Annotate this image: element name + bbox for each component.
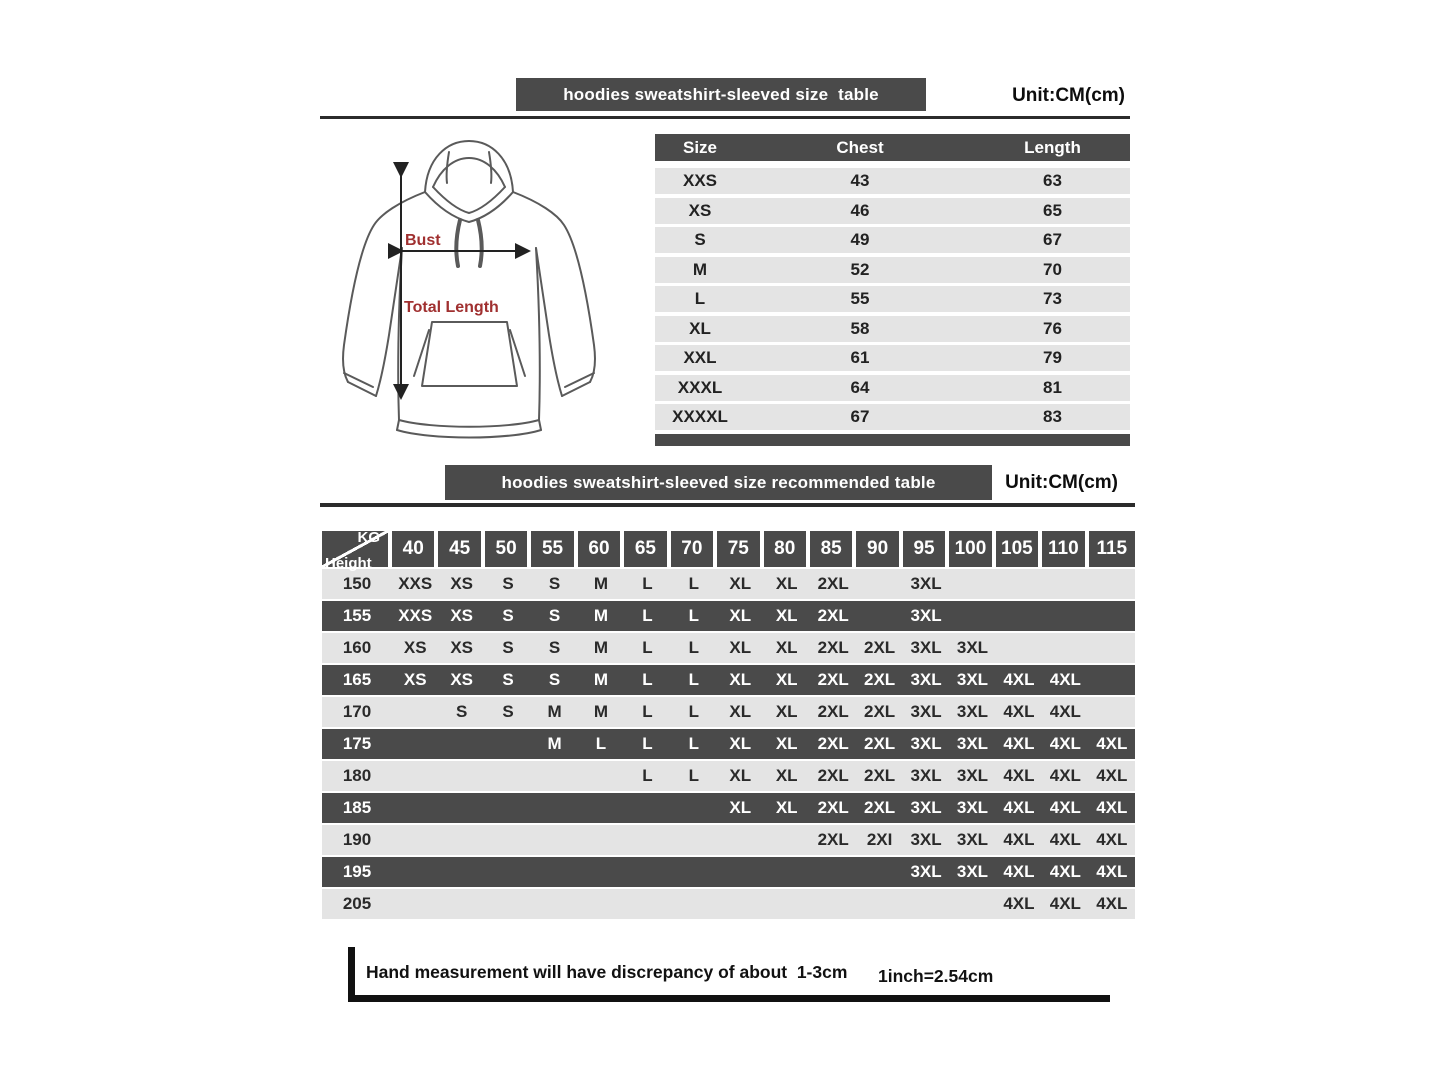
size-cell: 4XL [1003,766,1035,785]
size-cell: XXS [398,574,433,593]
size-cell: 2XI [866,830,893,849]
height-cell: 195 [342,862,372,881]
size-cell: XL [729,606,752,625]
size-cell: XL [775,766,798,785]
size-table-cell: 52 [850,259,870,279]
recommended-table-row [322,569,1135,601]
weight-header-cell: 70 [671,531,717,567]
size-cell [671,793,717,823]
size-cell: 2XL [864,670,896,689]
size-cell [438,729,484,759]
size-cell: S [548,670,561,689]
weight-header-cell: 105 [996,531,1042,567]
size-cell [1089,601,1135,631]
recommended-table-row [322,857,1135,889]
size-cell: S [548,606,561,625]
recommended-table-row [322,601,1135,633]
size-table-cell: S [694,230,706,249]
size-cell [578,857,624,887]
size-cell: 4XL [1049,734,1081,753]
size-cell [392,857,438,887]
size-cell [624,825,670,855]
size-cell [671,857,717,887]
size-cell: L [642,734,653,753]
size-cell [485,729,531,759]
size-table-row [655,168,1130,194]
size-cell: 4XL [1096,894,1128,913]
size-cell: XL [729,670,752,689]
size-cell [949,601,995,631]
size-cell [1042,633,1088,663]
size-table-cell: 58 [850,318,870,338]
size-cell [856,601,902,631]
size-table-cell: 61 [850,348,870,367]
size-table-cell: XXS [682,171,718,190]
size-table-cell: 76 [1043,318,1062,338]
size-cell: 2XL [817,574,849,593]
size-cell: 2XL [864,702,896,721]
size-table-cell: 67 [850,407,870,426]
size-cell: M [593,702,609,721]
size-cell [671,889,717,919]
size-cell: 2XL [817,606,849,625]
size-table-cell: 49 [850,230,870,249]
size-cell: 4XL [1003,702,1035,721]
size-cell [392,889,438,919]
recommended-table-row [322,889,1135,921]
size-cell: 3XL [956,734,989,753]
bust-label: Bust [405,232,441,249]
height-label: Height [325,555,372,572]
size-table-end-bar [655,434,1130,446]
size-table-row [655,227,1130,253]
size-cell: S [502,638,514,657]
size-cell: 2XL [864,798,896,817]
size-cell: 2XL [817,702,849,721]
size-cell [485,889,531,919]
size-cell: S [502,702,514,721]
size-table-row [655,345,1130,371]
size-cell [578,825,624,855]
size-cell: 3XL [956,798,989,817]
size-cell: S [502,670,514,689]
recommended-table-row [322,761,1135,793]
weight-header-cell: 90 [856,531,902,567]
size-cell: S [502,574,514,593]
size-table-cell: 73 [1043,289,1062,308]
size-cell: L [642,670,653,689]
size-cell: 4XL [1049,670,1081,689]
size-cell: M [547,702,562,721]
size-cell [531,857,577,887]
size-table-header-cell: Chest [836,138,884,157]
size-cell: 3XL [956,830,989,849]
size-cell [392,697,438,727]
size-table-row [655,316,1130,342]
size-cell [438,761,484,791]
weight-header-cell: 115 [1089,531,1135,567]
size-cell: 3XL [910,670,942,689]
size-cell: M [593,574,609,593]
size-cell: 4XL [1049,830,1081,849]
size-cell [485,761,531,791]
recommended-table [322,531,1135,921]
size-cell [903,889,949,919]
size-cell [764,825,810,855]
size-cell [717,825,763,855]
size-table-cell: 46 [850,200,870,220]
size-cell: L [688,638,700,657]
hoodie-outline [343,141,595,438]
size-cell: XS [450,670,473,689]
recommended-table-row [322,697,1135,729]
size-cell [624,889,670,919]
divider-top [320,116,1130,119]
size-cell [1089,697,1135,727]
size-table-row [655,375,1130,401]
size-cell: XL [775,638,798,657]
size-cell: 3XL [956,638,989,657]
size-table-cell: XXXXL [672,407,728,426]
size-cell [438,857,484,887]
weight-header-cell: 55 [531,531,577,567]
size-cell [856,569,902,599]
size-cell: 3XL [910,638,942,657]
recommended-table-body [322,569,1135,921]
size-cell: 4XL [1049,798,1081,817]
height-cell: 165 [342,670,372,689]
size-cell: XL [729,734,752,753]
size-cell: 4XL [1096,798,1128,817]
weight-header-cell: 110 [1042,531,1088,567]
size-table-header [655,134,1130,161]
size-table-title-bar: hoodies sweatshirt-sleeved size table [516,78,926,111]
unit-label-top: Unit:CM(cm) [1012,85,1125,106]
size-cell: 4XL [1003,798,1035,817]
height-cell: 170 [342,702,372,721]
size-cell: L [688,766,700,785]
weight-header-cell: 75 [717,531,763,567]
size-cell: 2XL [864,734,896,753]
size-cell [485,825,531,855]
size-cell: 4XL [1049,862,1081,881]
size-cell [438,793,484,823]
size-table-cell: XL [689,318,711,338]
size-cell: 4XL [1049,766,1081,785]
size-cell: 4XL [1096,734,1128,753]
size-cell [996,601,1042,631]
weight-header-cell: 100 [949,531,995,567]
height-cell: 190 [342,830,372,849]
size-cell: 4XL [1003,830,1035,849]
height-cell: 205 [342,894,372,913]
recommended-table-row [322,825,1135,857]
hoodie-diagram [328,130,613,455]
recommended-table-header [322,529,1135,572]
size-cell: 2XL [864,638,896,657]
recommended-table-row [322,729,1135,761]
weight-header-cell: 40 [392,531,438,567]
size-cell [392,729,438,759]
size-table-header-cell: Length [1024,138,1081,157]
size-cell [1042,601,1088,631]
height-cell: 150 [342,574,372,593]
size-cell [764,889,810,919]
size-cell: 3XL [910,574,942,593]
size-cell: XS [450,574,473,593]
unit-label-bottom: Unit:CM(cm) [1005,472,1118,493]
size-cell: 3XL [956,670,989,689]
size-table-cell: XXXL [677,377,723,397]
size-table-row [655,257,1130,283]
inch-conversion-note: 1inch=2.54cm [878,966,994,986]
size-cell: 2XL [817,734,849,753]
size-cell: 3XL [910,830,942,849]
size-cell: L [642,766,653,785]
size-cell [1089,633,1135,663]
size-cell: L [642,606,653,625]
size-cell [949,889,995,919]
recommended-table-title-bar: hoodies sweatshirt-sleeved size recommended table [445,465,992,500]
size-cell [764,857,810,887]
kg-label: KG [357,529,380,546]
size-cell: XL [775,734,798,753]
height-cell: 175 [342,734,372,753]
weight-header-cell: 50 [485,531,531,567]
size-cell: 4XL [1049,894,1081,913]
size-cell: XL [729,574,752,593]
size-cell: L [688,734,700,753]
size-cell: L [688,606,700,625]
size-cell: 3XL [910,766,942,785]
total-length-label: Total Length [404,299,499,316]
size-cell: M [593,606,609,625]
size-cell [578,889,624,919]
recommended-table-row [322,665,1135,697]
size-cell: 4XL [1003,862,1035,881]
size-cell: XXS [398,606,433,625]
size-cell: XL [775,702,798,721]
size-cell [485,793,531,823]
size-cell [856,857,902,887]
size-cell: S [548,638,561,657]
size-cell: S [548,574,561,593]
size-table-cell: L [694,289,706,308]
size-cell: 2XL [817,798,849,817]
size-cell: M [593,670,609,689]
size-cell: 3XL [956,862,989,881]
size-cell: M [547,734,562,753]
size-cell [717,889,763,919]
measurement-note: Hand measurement will have discrepancy of about 1-3cm [366,962,848,982]
size-table-cell: M [692,259,708,279]
size-cell [438,889,484,919]
weight-header-cell: 45 [438,531,484,567]
size-table-row [655,404,1130,430]
footer-bottom-bar [348,995,1110,1002]
size-table-cell: 67 [1043,230,1062,249]
weight-header-cell: 65 [624,531,670,567]
divider-bottom [320,503,1135,507]
size-cell: 4XL [1003,734,1035,753]
height-cell: 160 [342,638,372,657]
size-cell [996,569,1042,599]
size-table-cell: XXL [683,348,717,367]
size-cell [531,889,577,919]
weight-header-cell: 95 [903,531,949,567]
size-cell [1042,569,1088,599]
size-cell [671,825,717,855]
size-cell: XS [403,638,427,657]
size-cell: 4XL [1003,894,1035,913]
size-cell: L [642,574,653,593]
size-cell: XL [775,606,798,625]
size-table [655,134,1130,446]
size-table-cell: 43 [850,171,870,190]
size-cell: 4XL [1096,862,1128,881]
size-cell: XL [729,702,752,721]
size-table-cell: 79 [1043,348,1062,367]
size-cell: 3XL [956,766,989,785]
corner-cell [322,529,392,572]
recommended-table-row [322,793,1135,825]
size-cell [996,633,1042,663]
size-cell: L [688,670,700,689]
size-cell: XL [775,798,798,817]
size-cell [392,825,438,855]
size-table-cell: 83 [1043,407,1062,426]
size-cell: XL [729,766,752,785]
weight-header-cell: 80 [764,531,810,567]
size-cell [485,857,531,887]
size-cell [1089,569,1135,599]
size-cell: 2XL [817,638,849,657]
size-cell: 4XL [1096,830,1128,849]
height-cell: 180 [342,766,372,785]
size-cell [531,761,577,791]
size-cell: 2XL [817,670,849,689]
size-cell: 2XL [817,766,849,785]
size-cell [578,761,624,791]
size-cell: XL [775,574,798,593]
recommended-table-row [322,633,1135,665]
size-cell [1089,665,1135,695]
size-cell [949,569,995,599]
size-cell [392,761,438,791]
size-cell: S [502,606,514,625]
size-cell: 3XL [910,606,942,625]
size-cell: XS [450,606,473,625]
size-table-header-cell: Size [682,138,718,157]
size-cell [531,825,577,855]
size-cell: 3XL [910,734,942,753]
size-cell: S [455,702,468,721]
size-cell: M [593,638,609,657]
size-cell: 2XL [817,830,849,849]
size-cell: L [642,638,653,657]
size-cell: L [642,702,653,721]
size-cell: 2XL [864,766,896,785]
weight-header-cell: 85 [810,531,856,567]
size-table-cell: 70 [1043,259,1062,279]
size-cell: 3XL [910,702,942,721]
size-table-cell: 64 [850,377,870,397]
footer-left-bar [348,947,355,1002]
size-table-cell: 65 [1043,200,1062,220]
size-cell: 4XL [1049,702,1081,721]
size-cell: L [688,574,700,593]
size-cell: XS [450,638,473,657]
size-table-cell: 63 [1043,171,1062,190]
size-cell: XL [729,638,752,657]
size-cell [438,825,484,855]
size-cell [578,793,624,823]
size-cell: 3XL [910,862,942,881]
size-cell [856,889,902,919]
size-table-row [655,198,1130,224]
size-cell [531,793,577,823]
size-cell: XL [729,798,752,817]
size-table-row [655,286,1130,312]
size-cell: 4XL [1096,766,1128,785]
size-cell [810,857,856,887]
size-cell: L [688,702,700,721]
size-cell [717,857,763,887]
height-cell: 185 [342,798,372,817]
weight-header-cell: 60 [578,531,624,567]
size-table-cell: XS [688,200,712,220]
size-table-cell: 81 [1043,377,1062,397]
size-cell [624,857,670,887]
size-table-cell: 55 [850,289,870,308]
size-cell [810,889,856,919]
size-cell: XL [775,670,798,689]
size-cell [624,793,670,823]
size-cell: 3XL [910,798,942,817]
size-cell: 3XL [956,702,989,721]
size-table-body [655,168,1130,430]
height-cell: 155 [342,606,372,625]
size-cell [392,793,438,823]
size-cell: XS [403,670,427,689]
size-cell: 4XL [1003,670,1035,689]
size-cell: L [595,734,607,753]
